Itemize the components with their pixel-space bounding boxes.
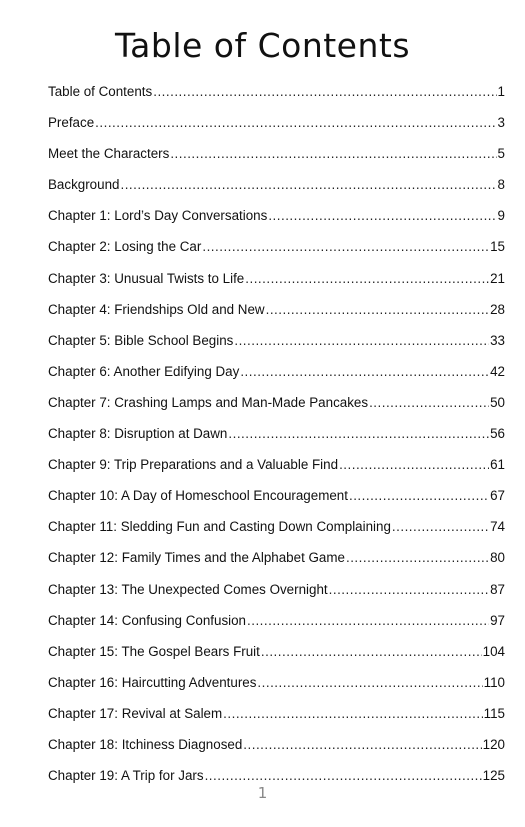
toc-entry-title: Chapter 6: Another Edifying Day — [48, 363, 240, 379]
toc-dot-leader — [257, 673, 482, 693]
toc-entry[interactable] — [48, 237, 505, 268]
toc-entry-title: Chapter 13: The Unexpected Comes Overnight — [48, 581, 328, 597]
toc-entry-page: 110 — [483, 674, 505, 690]
toc-entry[interactable] — [48, 362, 505, 393]
toc-dot-leader — [243, 735, 481, 755]
toc-entry-page: 21 — [490, 270, 505, 286]
toc-entry[interactable] — [48, 611, 505, 642]
toc-entry-title: Chapter 8: Disruption at Dawn — [48, 426, 228, 442]
toc-entry-page: 8 — [497, 177, 505, 193]
toc-dot-leader — [266, 300, 490, 320]
toc-dot-leader — [339, 455, 489, 475]
toc-dot-leader — [223, 704, 482, 724]
toc-entry[interactable] — [48, 206, 505, 237]
toc-entry[interactable] — [48, 455, 505, 486]
toc-entry-page: 42 — [490, 363, 505, 379]
toc-entry-title: Chapter 19: A Trip for Jars — [48, 768, 204, 784]
toc-entry[interactable] — [48, 144, 505, 175]
toc-entry-page: 1 — [497, 84, 505, 99]
toc-entry-title: Chapter 18: Itchiness Diagnosed — [48, 736, 243, 752]
toc-entry-page: 120 — [482, 736, 505, 752]
toc-entry-title: Chapter 9: Trip Preparations and a Valuable Find — [48, 457, 339, 473]
toc-entry-page: 87 — [490, 581, 505, 597]
toc-entry[interactable] — [48, 269, 505, 300]
toc-entry-title: Chapter 1: Lord’s Day Conversations — [48, 208, 268, 224]
toc-entry-page: 74 — [490, 519, 505, 535]
toc-entry[interactable] — [48, 393, 505, 424]
toc-entry-page: 67 — [490, 488, 505, 504]
toc-dot-leader — [261, 642, 482, 662]
toc-dot-leader — [268, 206, 496, 226]
toc-entry[interactable] — [48, 704, 505, 735]
toc-entry-title: Table of Contents — [48, 84, 153, 99]
toc-dot-leader — [95, 113, 496, 133]
toc-entry-title: Chapter 14: Confusing Confusion — [48, 612, 247, 628]
toc-entry-page: 50 — [490, 394, 505, 410]
toc-entry-title: Background — [48, 177, 120, 193]
toc-entry-page: 104 — [482, 643, 505, 659]
toc-entry[interactable] — [48, 580, 505, 611]
toc-entry-title: Chapter 10: A Day of Homeschool Encouragement — [48, 488, 348, 504]
toc-entry[interactable] — [48, 113, 505, 144]
toc-dot-leader — [346, 548, 489, 568]
toc-entry-title: Chapter 2: Losing the Car — [48, 239, 202, 255]
footer-page-number: 1 — [257, 784, 268, 802]
toc-entry-page: 115 — [483, 705, 505, 721]
toc-entry[interactable] — [48, 175, 505, 206]
toc-entry-page: 15 — [490, 239, 505, 255]
toc-entry-page: 33 — [490, 332, 505, 348]
toc-entry-title: Chapter 5: Bible School Begins — [48, 332, 234, 348]
toc-dot-leader — [240, 362, 489, 382]
toc-dot-leader — [247, 611, 489, 631]
toc-entry[interactable] — [48, 517, 505, 548]
toc-entry-page: 9 — [497, 208, 505, 224]
toc-entry[interactable] — [48, 82, 505, 113]
toc-entry-page: 5 — [497, 146, 505, 162]
toc-entry[interactable] — [48, 300, 505, 331]
toc-entry[interactable] — [48, 331, 505, 362]
toc-dot-leader — [349, 486, 489, 506]
toc-entry-title: Meet the Characters — [48, 146, 170, 162]
toc-entry-page: 61 — [490, 457, 505, 473]
toc-entry-page: 125 — [482, 768, 505, 784]
toc-entry-page: 80 — [490, 550, 505, 566]
toc-entry[interactable] — [48, 424, 505, 455]
toc-dot-leader — [153, 82, 496, 102]
toc-dot-leader — [392, 517, 489, 537]
toc-entry-page: 3 — [497, 115, 505, 131]
toc-dot-leader — [234, 331, 489, 351]
toc-entry-page: 56 — [490, 426, 505, 442]
toc-entry-title: Chapter 7: Crashing Lamps and Man-Made Pancakes — [48, 394, 369, 410]
toc-entry-page: 28 — [490, 301, 505, 317]
toc-entry-title: Chapter 3: Unusual Twists to Life — [48, 270, 245, 286]
toc-dot-leader — [369, 393, 489, 413]
toc-entry-title: Chapter 4: Friendships Old and New — [48, 301, 265, 317]
toc-entry[interactable] — [48, 673, 505, 704]
page-title: Table of Contents — [114, 26, 411, 65]
toc-entry-title: Chapter 12: Family Times and the Alphabet Game — [48, 550, 345, 566]
toc-entry-title: Chapter 15: The Gospel Bears Fruit — [48, 643, 260, 659]
toc-entry[interactable] — [48, 735, 505, 766]
toc-dot-leader — [170, 144, 496, 164]
toc-dot-leader — [228, 424, 489, 444]
toc-entry-title: Preface — [48, 115, 95, 131]
toc-dot-leader — [120, 175, 496, 195]
toc-dot-leader — [245, 269, 489, 289]
toc-entry[interactable] — [48, 548, 505, 579]
toc-entry-title: Chapter 16: Haircutting Adventures — [48, 674, 257, 690]
toc-dot-leader — [329, 580, 489, 600]
toc-entry-title: Chapter 17: Revival at Salem — [48, 705, 223, 721]
toc-entry-title: Chapter 11: Sledding Fun and Casting Down Complaining — [48, 519, 391, 535]
toc-entry-page: 97 — [490, 612, 505, 628]
toc-list — [48, 82, 505, 797]
toc-entry[interactable] — [48, 486, 505, 517]
toc-dot-leader — [202, 237, 489, 257]
toc-entry[interactable] — [48, 642, 505, 673]
